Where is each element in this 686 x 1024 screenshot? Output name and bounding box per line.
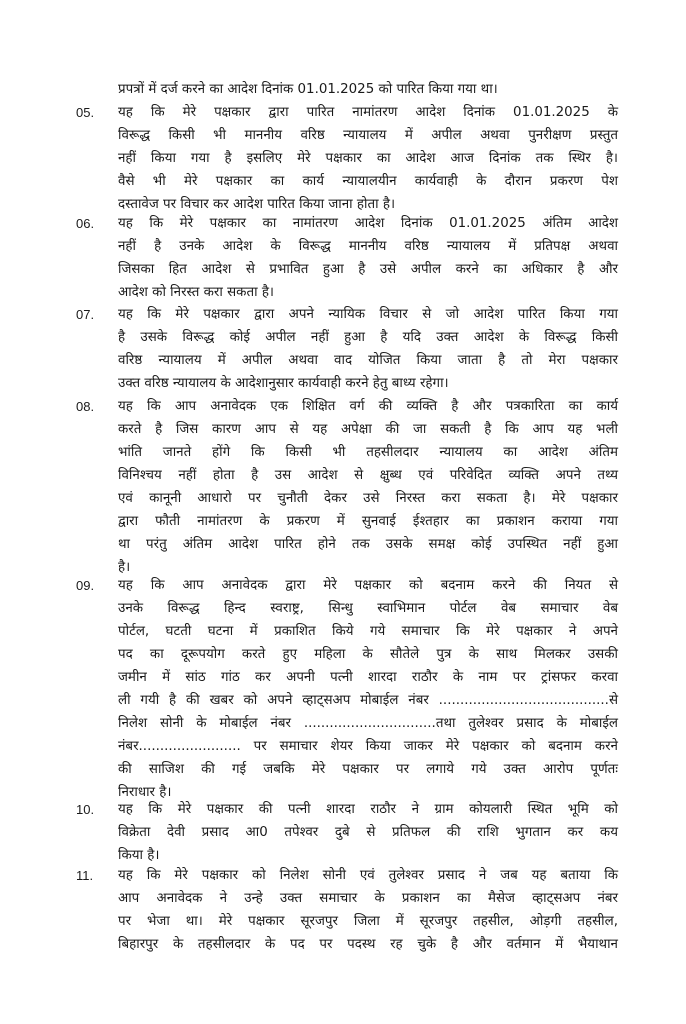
paragraph-number: 11. <box>76 868 94 883</box>
text-line: नहीं है उनके आदेश के विरूद्ध माननीय वरिष्ठ न्यायालय में प्रतिपक्ष अथवा <box>118 239 618 254</box>
text-line: ली गयी है की खबर को अपने व्हाट्सअप मोबाईल नंबर ........................................से <box>118 693 618 708</box>
text-line: दस्तावेज पर विचार कर आदेश पारित किया जाना होता है। <box>118 197 396 212</box>
text-line: वरिष्ठ न्यायालय में अपील अथवा वाद योजित किया जाता है तो मेरा पक्षकार <box>118 353 618 368</box>
text-line: है उसके विरूद्ध कोई अपील नहीं हुआ है यदि उक्त आदेश के विरूद्ध किसी <box>118 330 618 345</box>
text-line: उनके विरूद्ध हिन्द स्वराष्ट्र, सिन्धु स्वाभिमान पोर्टल वेब समाचार वेब <box>118 601 618 616</box>
text-line: जिसका हित आदेश से प्रभावित हुआ है उसे अपील करने का अधिकार है और <box>118 262 618 277</box>
text-line: वैसे भी मेरे पक्षकार का कार्य न्यायालयीन कार्यवाही के दौरान प्रकरण पेश <box>118 174 618 189</box>
paragraph-05 <box>76 101 618 216</box>
text-line: उक्त वरिष्ठ न्यायालय के आदेशानुसार कार्यवाही करने हेतु बाध्य रहेगा। <box>118 376 449 391</box>
text-line: पद का दूरूपयोग करते हुए महिला के सौतेले पुत्र के साथ मिलकर उसकी <box>118 647 618 662</box>
paragraph-11 <box>76 864 618 956</box>
text-line: द्वारा फौती नामांतरण के प्रकरण में सुनवाई ईश्तहार का प्रकाशन कराया गया <box>118 514 618 529</box>
text-line: निराधार है। <box>118 785 172 800</box>
text-line: आप अनावेदक ने उन्हे उक्त समाचार के प्रकाशन का मैसेज व्हाट्सअप नंबर <box>118 891 618 906</box>
paragraph-04-continuation <box>118 78 618 101</box>
text-line: यह कि मेरे पक्षकार द्वारा अपने न्यायिक विचार से जो आदेश पारित किया गया <box>118 307 618 322</box>
text-line: है। <box>118 560 131 575</box>
text-line: जमीन में सांठ गांठ कर अपनी पत्नी शारदा राठौर के नाम पर ट्रांसफर करवा <box>118 670 618 685</box>
text-line: निलेश सोनी के मोबाईल नंबर ...............................तथा तुलेश्वर प्रसाद के मोबाईल <box>118 716 618 731</box>
paragraph-10 <box>76 798 618 867</box>
paragraph-number: 07. <box>76 307 95 322</box>
text-line: नंबर........................ पर समाचार शेयर किया जाकर मेरे पक्षकार को बदनाम करने <box>118 739 618 754</box>
paragraph-number: 09. <box>76 578 95 593</box>
text-line: की साजिश की गई जबकि मेरे पक्षकार पर लगाये गये उक्त आरोप पूर्णतः <box>118 762 618 777</box>
text-line: किया है। <box>118 848 160 863</box>
text-line: बिहारपुर के तहसीलदार के पद पर पदस्थ रह चुके है और वर्तमान में भैयाथान <box>118 937 618 952</box>
text-line: विरूद्ध किसी भी माननीय वरिष्ठ न्यायालय में अपील अथवा पुनरीक्षण प्रस्तुत <box>118 128 618 143</box>
text-line: विनिश्चय नहीं होता है उस आदेश से क्षुब्ध एवं परिवेदित व्यक्ति अपने तथ्य <box>118 468 618 483</box>
text-line: पर भेजा था। मेरे पक्षकार सूरजपुर जिला में सूरजपुर तहसील, ओड़गी तहसील, <box>118 914 618 929</box>
paragraph-number: 05. <box>76 105 95 120</box>
text-line: एवं कानूनी आधारो पर चुनौती देकर उसे निरस्त करा सकता है। मेरे पक्षकार <box>118 491 618 506</box>
text-line: यह कि आप अनावेदक एक शिक्षित वर्ग की व्यक्ति है और पत्रकारिता का कार्य <box>118 399 618 414</box>
text-line: आदेश को निरस्त करा सकता है। <box>118 285 275 300</box>
text-line: यह कि मेरे पक्षकार का नामांतरण आदेश दिनांक 01.01.2025 अंतिम आदेश <box>118 216 618 231</box>
paragraph-06 <box>76 212 618 304</box>
text-line: यह कि आप अनावेदक द्वारा मेरे पक्षकार को बदनाम करने की नियत से <box>118 578 618 593</box>
paragraph-07 <box>76 303 618 395</box>
text-line: नहीं किया गया है इसलिए मेरे पक्षकार का आदेश आज दिनांक तक स्थिर है। <box>118 151 618 166</box>
paragraph-number: 06. <box>76 216 95 231</box>
text-line: पोर्टल, घटती घटना में प्रकाशित किये गये समाचार कि मेरे पक्षकार ने अपने <box>118 624 618 639</box>
paragraph-09 <box>76 574 618 804</box>
paragraph-08 <box>76 395 618 579</box>
paragraph-number: 08. <box>76 399 95 414</box>
text-line: यह कि मेरे पक्षकार को निलेश सोनी एवं तुलेश्वर प्रसाद ने जब यह बताया कि <box>118 868 618 883</box>
text-line: विक्रेता देवी प्रसाद आ0 तपेश्वर दुबे से प्रतिफल की राशि भुगतान कर कय <box>118 825 618 840</box>
text-line: यह कि मेरे पक्षकार की पत्नी शारदा राठौर ने ग्राम कोयलारी स्थित भूमि को <box>118 802 618 817</box>
text-line: प्रपत्रों में दर्ज करने का आदेश दिनांक 01.01.2025 को पारित किया गया था। <box>118 82 498 97</box>
text-line: करते है जिस कारण आप से यह अपेक्षा की जा सकती है कि आप यह भली <box>118 422 618 437</box>
text-line: था परंतु अंतिम आदेश पारित होने तक उसके समक्ष कोई उपस्थित नहीं हुआ <box>118 537 618 552</box>
text-line: यह कि मेरे पक्षकार द्वारा पारित नामांतरण आदेश दिनांक 01.01.2025 के <box>118 105 618 120</box>
paragraph-number: 10. <box>76 802 95 817</box>
text-line: भांति जानते होंगे कि किसी भी तहसीलदार न्यायालय का आदेश अंतिम <box>118 445 618 460</box>
